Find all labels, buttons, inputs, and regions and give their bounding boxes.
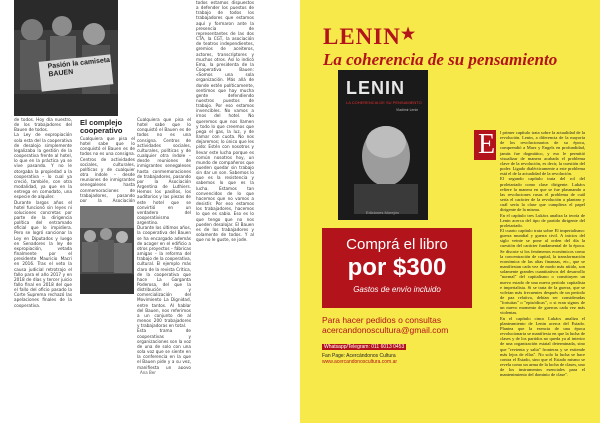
contact-phone: Whatsapp/Telegram: 011 6013 0453 [324,344,405,350]
article-title [323,24,557,70]
ad-shipping: Gastos de envío incluido [353,285,441,294]
column-2-paragraph-a: Cualquiera que pisa el hotel sabe que lo conquistó el Bauen es de todos no es una consigna. Centros de actividades sociales, culturales, políticas y de cualquier otra índole – desde reuniones de inmigrantes senegaleses hasta conmemoraciones de trabajadores, pasando por la Asociación [80,136,135,202]
contact-heading: Para hacer pedidos o consultas [322,315,442,325]
title-subtitle: La coherencia de su pensamiento [323,50,558,69]
bauen-crowd-photo [14,0,118,116]
section-heading: El complejo cooperativo [80,118,123,135]
contact-block [322,315,472,365]
price-ad [322,228,472,308]
assembly-photo [80,206,134,294]
book-author: Vladimir Lenin [396,108,419,112]
column-3-text [196,0,254,270]
contact-fanpage: Fan Page: Acercándonos Cultura [322,353,396,359]
column-1-text [14,117,72,369]
book-cover [338,70,428,220]
column-2-paragraph-b: Cualquiera que pisa el hotel sabe que lo conquistó el Bauen es de todos no es una consigna. Centros de actividades sociales, culturales, políticas y de cualquier otra índole – desde reuniones de inmigrantes senegaleses hasta conmemoraciones de trabajadores, pasando por la Asociación Argentina de Luthiers. Hemos los pasillos, los auditorios y las piezas de este hotel que se convirtió en un verdadero del cooperativismo argentino. Durante los últimos años, la cooperativa del Bauen se ha encargado además de acoger en el edificio a otros proyectos – fábricas amigas – la reforma del trabajo de la cooperativa, cultural. El ejemplo más claro de la revista Crítica, de la cooperativa que hace La Garganta Poderosa, del que la distribución y comercialización del Movimiento La Dignidad, entre tantos. Al hablar del Bauen, nos referimos a un conjunto de al menos 200 trabajadores y trabajadoras en total. Esta trama de cooperativas y organizaciones son la voz de una de solo con una sola voz que se siente en la conferencia en la que el Bauen pide y a su vez, manifiesta un apoyo [137,117,191,369]
lenin-portrait-graphic [338,114,428,214]
book-title: LENIN [346,78,405,98]
column-2-text [80,136,135,202]
book-publisher: Ediciones Morejón [366,210,399,215]
dropcap-letter: E [478,129,496,160]
column-3-paragraph: todos estamos dispuestos a defender los puestos de trabajo de todos los trabajadores que estamos aquí y formaron ante la presencia de representantes de las dos CTA, la CGT, la asociación de teatros independientes, gremios de aceiteros, actores, transcriptores y muchos otros. Así lo indicó Ema, la presidenta de la Cooperativa Bauen: «Somos una sola organización. Más allá de donde estén políticamente, sentimos que hay mucha gente defendiendo nuestros puestos de trabajo. Por eso estamos invencibles. No vamos a irnos del hotel. No queremos que nos llamen y todo lo que creemos que pega el gas, la luz, y de llamar con cuota. No nos dejaremos; lo único que les pido: Estén con nosotros y llevar este lucha porque es común nosotros hoy, un mundo de compañeros que pueden quedar sin trabajo sin dar un son. Sabemos lo que es la resistencia y sabemos lo que es la lucha. Estamos tan convencidos de lo que hacemos que no vamos a desistir. Por eso estamos los trabajadores, hacemos lo que es sabio. Eso es lo que tengo que no nos pueden desalojar. El Bauen es de los trabajadores y solamente de todos. Y al que no le guste, se jode. [196,0,254,243]
banner-text: Pasión la camiseta BAUEN [47,56,111,79]
contact-web[interactable]: www.acercandonoscultura.com.ar [322,359,398,365]
contact-email[interactable]: acercandonoscultura@gmail.com [322,325,449,335]
title-lenin: LENIN [323,24,401,49]
assembly-photo-graphic [80,206,134,294]
ad-price: por $300 [347,254,447,281]
right-page [300,0,600,423]
page-number: Ana Ber [140,370,156,375]
book-subtitle: LA COHERENCIA DE SU PENSAMIENTO [346,100,422,105]
ad-line-buy: Comprá el libro [346,236,448,253]
column-2-lower-text [137,117,191,369]
article-body: l primer capítulo trata sobre la actualidad de la revolución. Lenin, a diferencia de la mayoría de los revolucionarios de su época, comprendió a Marx y Engels en profundidad, jamás fue dogmático, y eso le permitió visualizar de manera acabada el problema clave de la revolución, es decir, la cuestión del poder. Ligado dialécticamente a este problema está el de la actualidad de la revolución. El segundo capítulo trata del rol del proletariado como clase dirigente. Lukács refiere la manera en que se fue plasmando a las revoluciones rusas el problema de cuál sería el carácter de la revolución a plantear y cuál sería la clase que cumpliera el papel dirigente de la misma. En el capítulo tres Lukács analiza la teoría de Lenin acerca del tipo de partido dirigente del proletariado. El cuarto capítulo trata sobre El imperialismo: guerra mundial y guerra civil. A inicios del siglo veinte se pone al orden del día la cuestión del carácter fundamental de la época. Se discute si los fenómenos económicos como la concentración de capital, la transformación económica de las altas finanzas, etc., que se manifiestan cada vez de modo más nítido, son solamente grandes cuantitativos del desarrollo "normal" del capitalismo o constituyen un nuevo estado de una nueva período capitalista e imperialista. Si se trata de la guerra, que se volvían más frecuentes después de un período de paz relativa, debían ser consideradas "fortuitas" o "episódicas", o si eran signos de un nuevo momento de guerras cada vez más violentas. En el capítulo cinco Lukács analiza el planteamiento de Lenin acerca del Estado. Plantea que la esencia de una época revolucionaria se manifiesta en que la lucha de clases y de los partidos no queda ya al interior de una organización estatal determinada, sino que "revienta y salta" fronteras y se extiende más lejos de ellas". No solo la lucha se hace contra el Estado, sino que el Estado mismo se revela como un arma de la lucha de clases, uno de los instrumentos esenciales para el mantenimiento del dominio de clase". [500,130,585,378]
title-star-icon: ★ [400,26,417,43]
column-1-paragraph: de todos. Hoy día nuestro, de los trabajadores del Bauen de todos. La Ley de expropiación sola esta del la cooperativa de desalojo simplemente legalizaba la gestión de la cooperativa frente al hotel, lo que en la práctica ya se vive pasando. Y no le otorgaba la propiedad a la cooperativa – lo cual ya creció, también, con otra modalidad, ya que en la entrega en comodato, una especie de alquiler. Durante largos años el hotel funcionó sin leyes ni soluciones concretas por parte de la dirigencia política del entramado oficial que lo impidiera. Pero se logró sancionar la Ley en Diputados y luego en Senadores la ley de expropiación, vetada finalmente por el presidente Mauricio Macri en 2016. Tras el veto la causa judicial retrotrajo el fallo para el año 2017 y en 2018 de días y tercer juicio fallo final en 2018 del que el fallo del oficio pasado la Corte Suprema rechazó las apelaciones finales de la cooperativa. [14,117,72,308]
